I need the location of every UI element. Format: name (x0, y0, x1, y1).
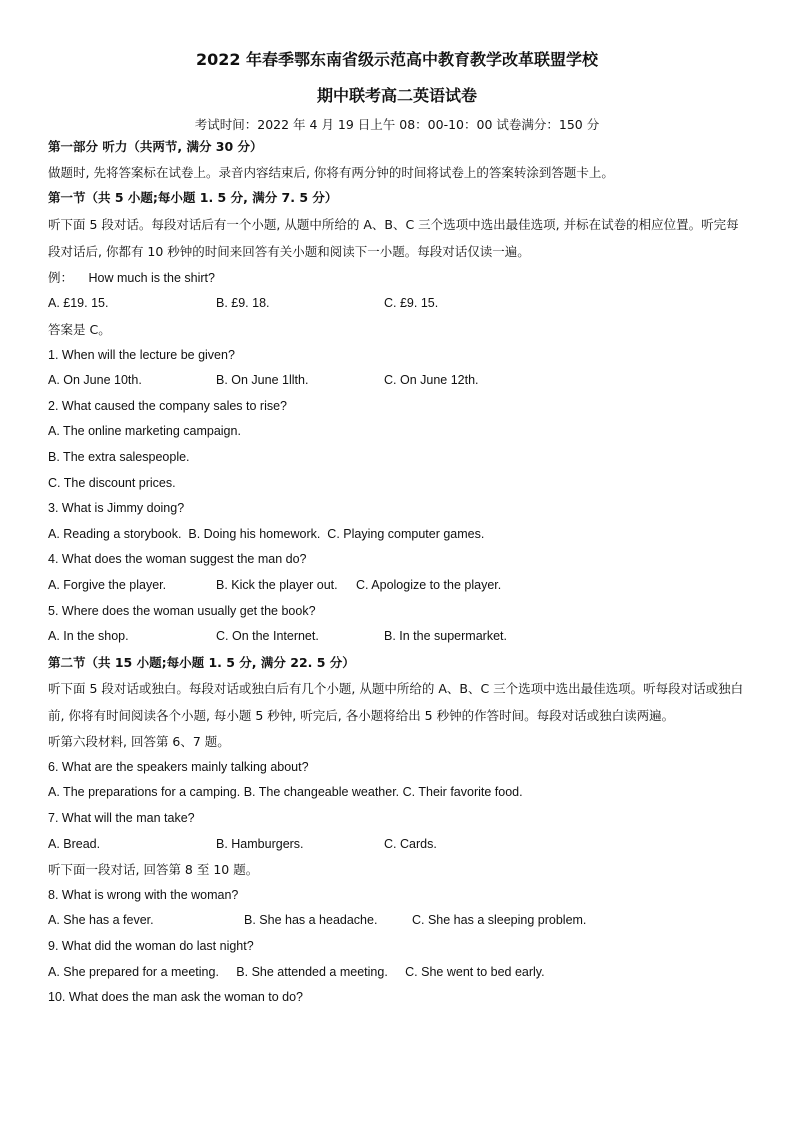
question-5-options (48, 624, 746, 650)
q2-option-c: C. The discount prices. (48, 475, 176, 490)
section2-heading: 第二节（共 15 小题;每小题 1. 5 分, 满分 22. 5 分） (48, 654, 355, 670)
exam-info: 考试时间：2022 年 4 月 19 日上午 08：00-10：00 试卷满分：150 分 (194, 117, 600, 132)
question-8: 8. What is wrong with the woman? (48, 887, 239, 902)
part1-heading: 第一部分 听力（共两节, 满分 30 分） (48, 139, 263, 154)
section1-heading: 第一节（共 5 小题;每小题 1. 5 分, 满分 7. 5 分） (48, 190, 338, 206)
material-7-note: 听下面一段对话, 回答第 8 至 10 题。 (48, 862, 259, 878)
question-5: 5. Where does the woman usually get the book? (48, 603, 316, 618)
part1-instruction: 做题时, 先将答案标在试卷上。录音内容结束后, 你将有两分钟的时间将试卷上的答案转涂到答题卡上。 (48, 164, 614, 180)
section2-instruction: 听下面 5 段对话或独白。每段对话或独白后有几个小题, 从题中所给的 A、B、C 三个选项中选出最佳选项。听每段对话或独白前, 你将有时间阅读各个小题, 每小题 5 秒钟, 听完后, 各小题将给出 5 秒钟的作答时间。每段对话或独白读两遍。 (48, 681, 744, 724)
example-options (48, 291, 746, 317)
question-4: 4. What does the woman suggest the man do? (48, 552, 307, 567)
example-question: How much is the shirt? (88, 270, 215, 285)
example-option-a: A. £19. 15. (48, 296, 109, 311)
q4-option-b: B. Kick the player out. (216, 577, 338, 592)
q7-option-c: C. Cards. (384, 836, 437, 851)
q8-option-c: C. She has a sleeping problem. (412, 913, 587, 928)
q1-option-a: A. On June 10th. (48, 373, 142, 388)
question-7-options (48, 832, 746, 858)
question-3: 3. What is Jimmy doing? (48, 501, 185, 516)
exam-title-line2: 期中联考高二英语试卷 (316, 86, 477, 105)
q5-option-c: C. On the Internet. (216, 629, 319, 644)
question-2: 2. What caused the company sales to rise? (48, 398, 288, 413)
q1-option-c: C. On June 12th. (384, 373, 479, 388)
q1-option-b: B. On June 1llth. (216, 373, 309, 388)
q6-options: A. The preparations for a camping. B. The changeable weather. C. Their favorite food. (48, 785, 523, 800)
q8-option-b: B. She has a headache. (244, 913, 378, 928)
section1-instruction: 听下面 5 段对话。每段对话后有一个小题, 从题中所给的 A、B、C 三个选项中选出最佳选项, 并标在试卷的相应位置。听完每段对话后, 你都有 10 秒钟的时间来回答有关小题和阅读下一小题。每段对话仅读一遍。 (48, 216, 739, 259)
q2-option-b: B. The extra salespeople. (48, 449, 190, 464)
question-1: 1. When will the lecture be given? (48, 347, 235, 362)
question-7: 7. What will the man take? (48, 811, 195, 826)
q7-option-a: A. Bread. (48, 836, 101, 851)
question-4-options (48, 573, 746, 599)
q5-option-b: B. In the supermarket. (384, 629, 507, 644)
q4-option-c: C. Apologize to the player. (356, 577, 502, 592)
example-question-line (48, 265, 746, 292)
example-option-c: C. £9. 15. (384, 296, 439, 311)
example-answer: 答案是 C。 (48, 321, 111, 337)
question-1-options (48, 368, 746, 394)
q8-option-a: A. She has a fever. (48, 913, 154, 928)
question-10: 10. What does the man ask the woman to do? (48, 990, 304, 1005)
exam-title-line1: 2022 年春季鄂东南省级示范高中教育教学改革联盟学校 (195, 50, 599, 69)
q2-option-a: A. The online marketing campaign. (48, 424, 241, 439)
q4-option-a: A. Forgive the player. (48, 577, 167, 592)
q7-option-b: B. Hamburgers. (216, 836, 304, 851)
q3-options: A. Reading a storybook. B. Doing his homework. C. Playing computer games. (48, 526, 485, 541)
q9-options: A. She prepared for a meeting. B. She attended a meeting. C. She went to bed early. (48, 964, 545, 979)
question-6: 6. What are the speakers mainly talking about? (48, 759, 309, 774)
question-8-options (48, 908, 746, 934)
example-option-b: B. £9. 18. (216, 296, 270, 311)
q5-option-a: A. In the shop. (48, 629, 129, 644)
material-6-note: 听第六段材料, 回答第 6、7 题。 (48, 734, 230, 750)
example-label: 例： (48, 269, 74, 285)
question-9: 9. What did the woman do last night? (48, 939, 254, 954)
